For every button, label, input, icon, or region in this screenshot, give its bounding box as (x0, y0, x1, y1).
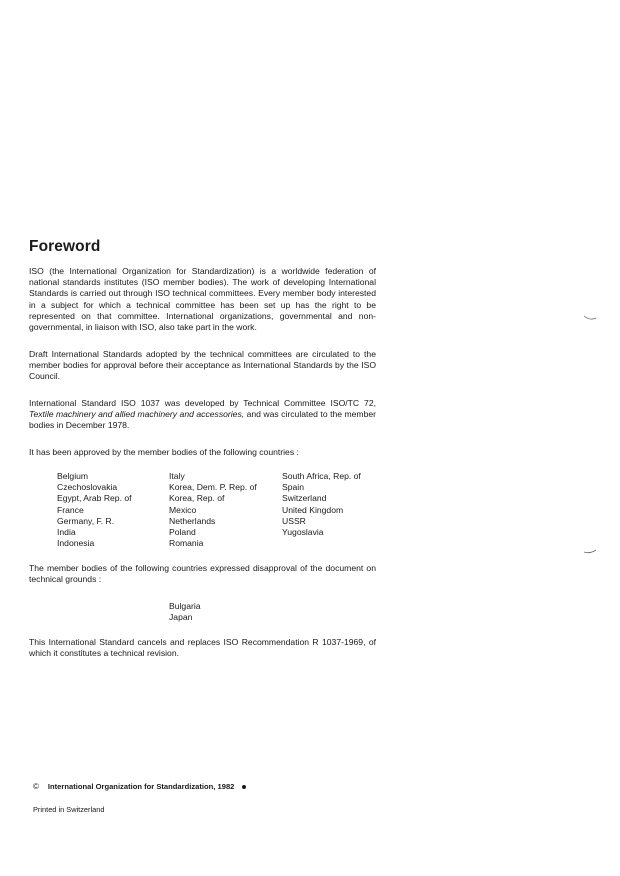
country-item: India (57, 527, 76, 538)
committee-title: Textile machinery and allied machinery and accessories, (29, 409, 245, 420)
country-item: Germany, F. R. (57, 515, 115, 526)
copyright-line (33, 782, 246, 791)
country-item: South Africa, Rep. of (282, 471, 361, 481)
approving-countries-column-2 (169, 471, 257, 549)
page-title: Foreword (29, 238, 101, 255)
country-item: Egypt, Arab Rep. of (57, 493, 132, 504)
standard-info-before: International Standard ISO 1037 was developed by Technical Committee ISO/TC 72, (29, 398, 376, 408)
country-item: Bulgaria (169, 601, 201, 611)
country-item: Belgium (57, 471, 89, 481)
approving-countries-column-3 (282, 471, 361, 538)
country-item: Korea, Dem. P. Rep. of (169, 482, 257, 493)
country-item: USSR (282, 515, 306, 526)
copyright-text: International Organization for Standardization, 1982 (47, 782, 235, 791)
foreword-paragraph-2: Draft International Standards adopted by the technical committees are circulated to the member bodies for approval before their acceptance as International Standards by the ISO Council. (29, 349, 376, 382)
disapproval-intro: The member bodies of the following countries expressed disapproval of the document on technical grounds : (29, 563, 376, 585)
country-item: Yugoslavia (282, 527, 324, 538)
approval-intro: It has been approved by the member bodies of the following countries : (29, 447, 299, 457)
country-item: Netherlands (169, 515, 216, 526)
country-item: Japan (169, 612, 193, 623)
foreword-paragraph-1: ISO (the International Organization for Standardization) is a worldwide federation of national standards institutes (ISO member bodies). The work of developing International Standards is carried out through ISO technical committees. Every member body interested in a subject for which a technical committee has been set up has the right to be represented on that committee. International organizations, governmental and non-governmental, in liaison with ISO, also take part in the work. (29, 266, 376, 333)
country-item: Poland (169, 527, 196, 538)
country-item: Mexico (169, 504, 197, 515)
bullet-dot-icon (242, 785, 246, 789)
country-item: France (57, 504, 84, 515)
scan-mark-icon (583, 548, 597, 554)
scan-mark-icon (583, 315, 597, 321)
standard-info-after: and was circulated to the member bodies in December 1978. (29, 409, 377, 431)
country-item: Spain (282, 482, 304, 493)
country-item: Korea, Rep. of (169, 493, 225, 504)
replacement-note: This International Standard cancels and replaces ISO Recommendation R 1037-1969, of which it constitutes a technical revision. (29, 637, 376, 659)
country-item: Switzerland (282, 493, 327, 504)
approving-countries-column-1 (57, 471, 132, 549)
copyright-symbol: © (33, 782, 39, 791)
disapproving-countries (169, 601, 201, 623)
standard-info-paragraph (29, 398, 376, 432)
country-item: Czechoslovakia (57, 482, 118, 493)
country-item: Indonesia (57, 538, 95, 549)
printed-in: Printed in Switzerland (33, 805, 105, 814)
country-item: Italy (169, 471, 185, 481)
country-item: United Kingdom (282, 504, 344, 515)
country-item: Romania (169, 538, 204, 549)
